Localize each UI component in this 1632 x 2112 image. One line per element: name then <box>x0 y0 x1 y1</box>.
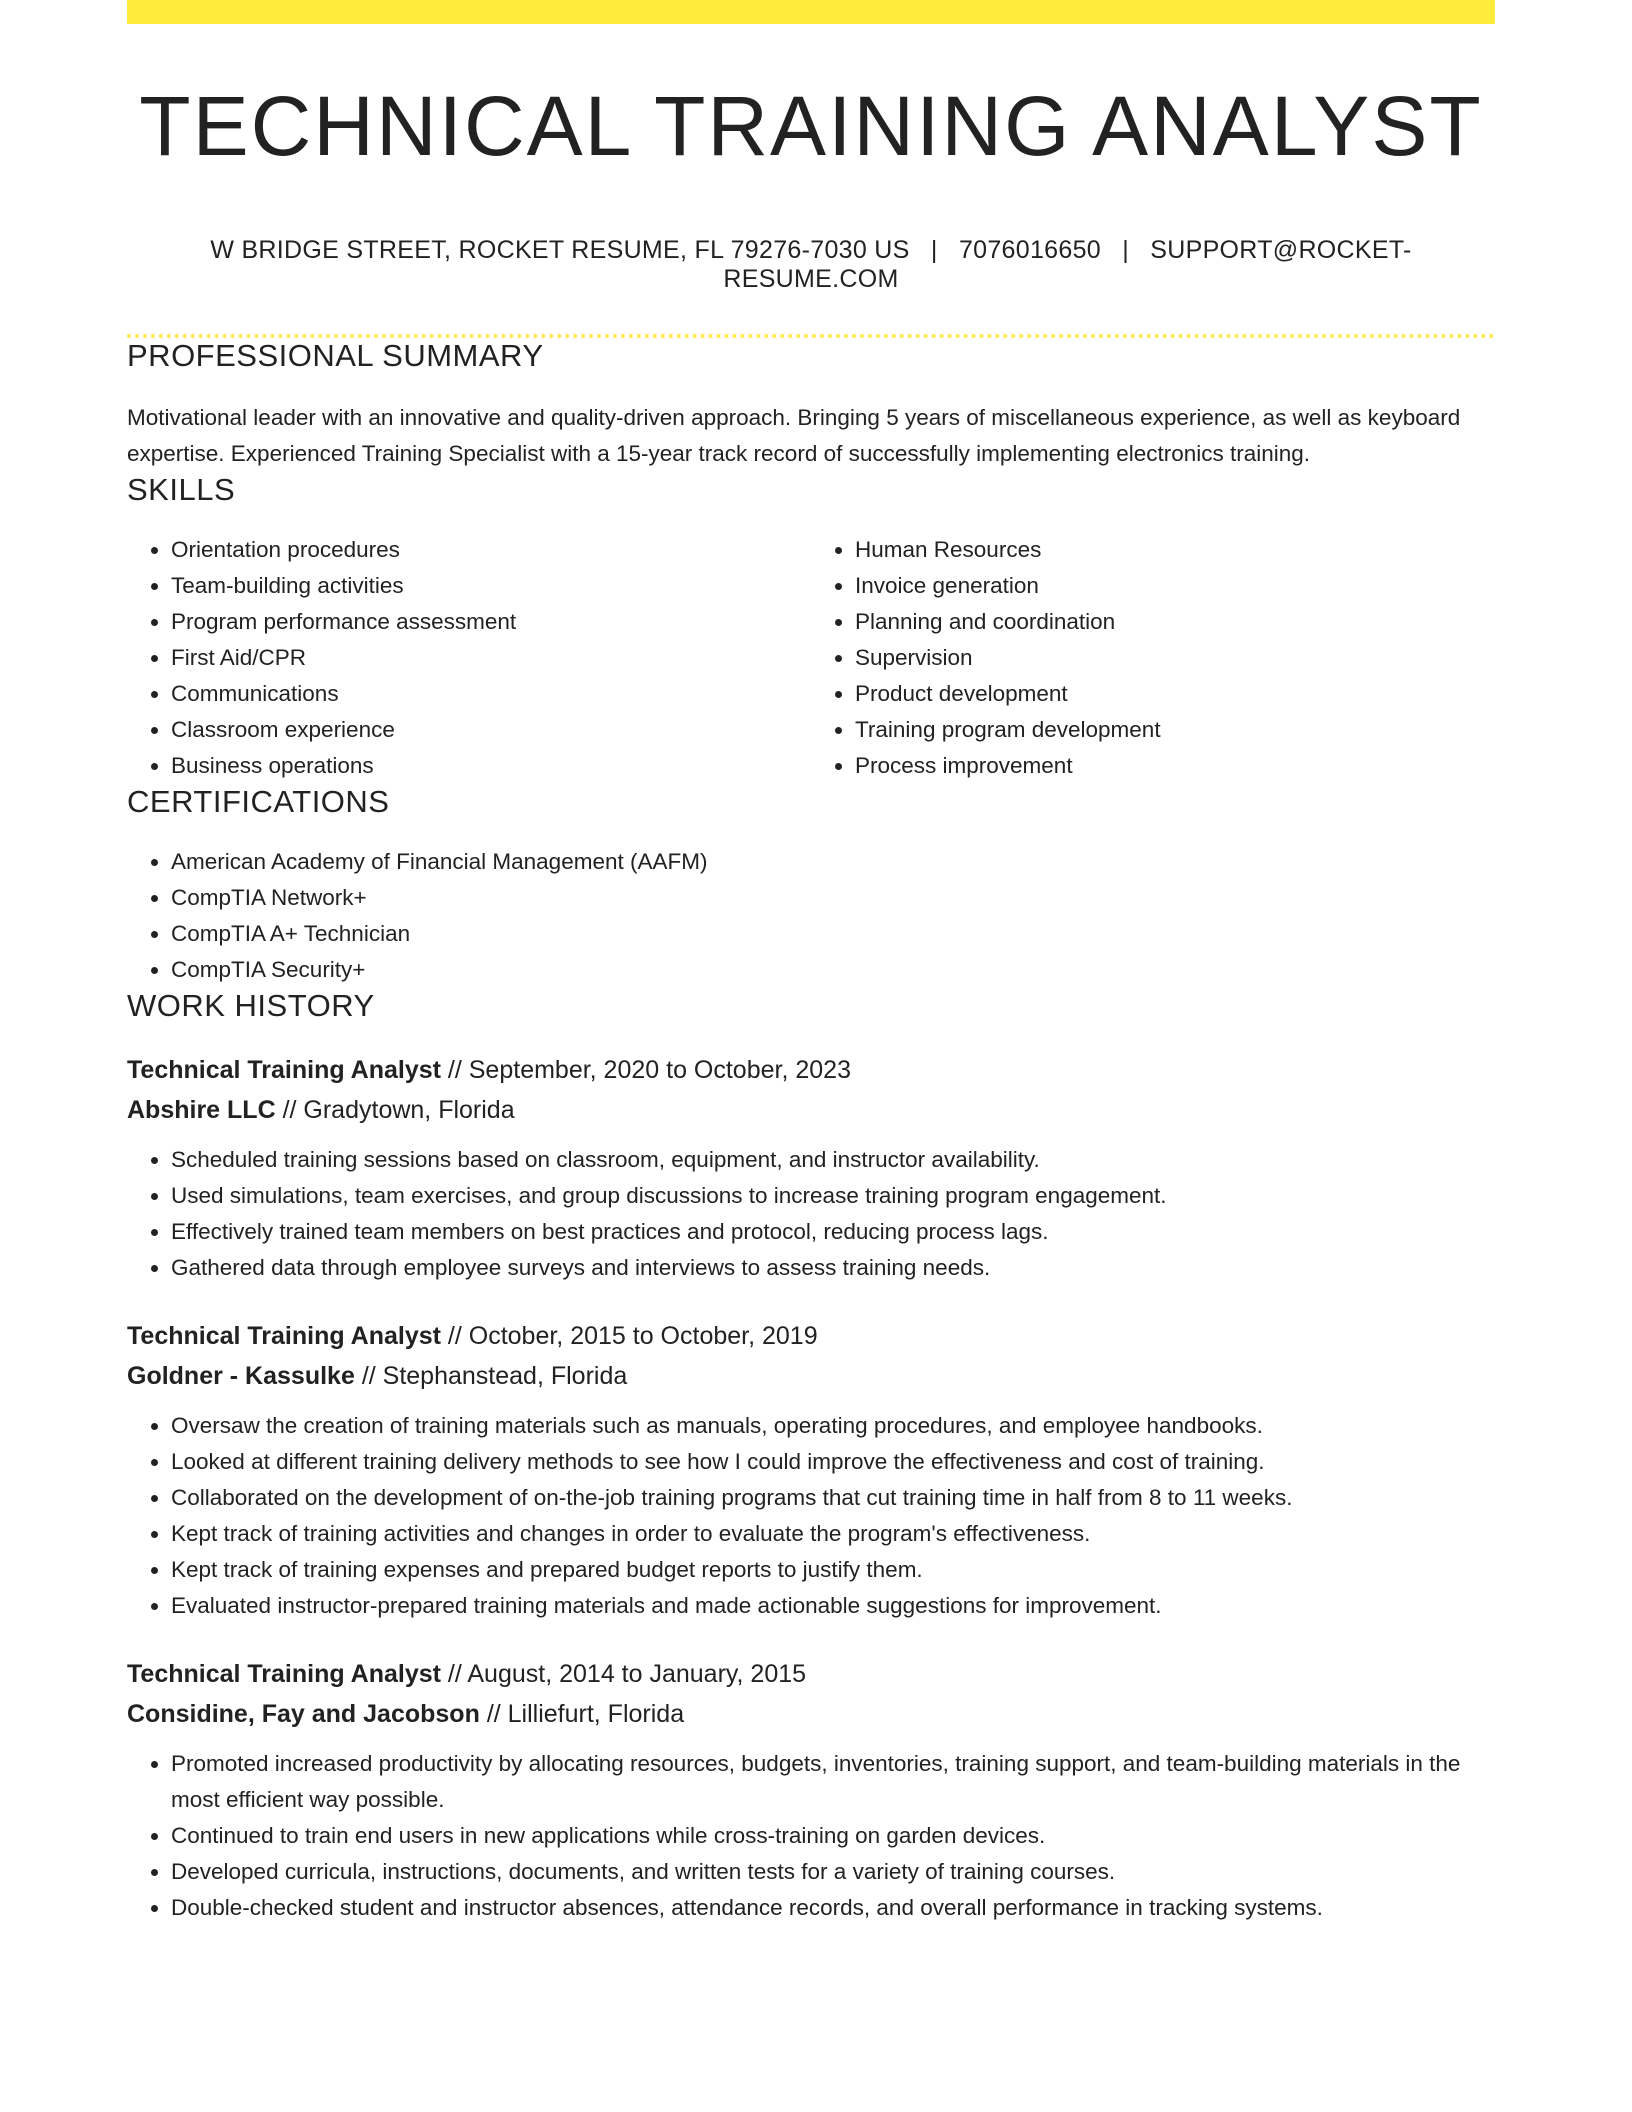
job-bullet: • Scheduled training sessions based on classroom, equipment, and instructor availability. <box>171 1142 1495 1178</box>
job-bullet: • Looked at different training delivery methods to see how I could improve the effectiveness and cost of training. <box>171 1444 1495 1480</box>
job-bullets <box>127 1408 1495 1624</box>
resume-title: TECHNICAL TRAINING ANALYST <box>139 79 1483 173</box>
contact-address: W BRIDGE STREET, ROCKET RESUME, FL 79276-7030 US <box>210 236 910 265</box>
job-location: // Gradytown, Florida <box>282 1096 515 1125</box>
job-company: Considine, Fay and Jacobson <box>127 1700 480 1729</box>
contact-phone: 7076016650 <box>958 236 1101 265</box>
job-title-line <box>127 1316 1495 1356</box>
certification-item: • CompTIA Security+ <box>171 952 1495 988</box>
skill-item: • Program performance assessment <box>171 604 811 640</box>
contact-separator: | <box>1122 236 1130 265</box>
resume-page <box>127 0 1495 1926</box>
job-title: Technical Training Analyst <box>127 1056 441 1085</box>
job-bullet: • Gathered data through employee surveys and interviews to assess training needs. <box>171 1250 1495 1286</box>
job-company-line <box>127 1090 1495 1130</box>
job-bullet: • Collaborated on the development of on-the-job training programs that cut training time in half from 8 to 11 weeks. <box>171 1480 1495 1516</box>
job-bullets <box>127 1142 1495 1286</box>
skill-item: • Process improvement <box>855 748 1495 784</box>
job-company-line <box>127 1356 1495 1396</box>
job-company: Goldner - Kassulke <box>127 1362 355 1391</box>
skills-list-right <box>811 532 1495 784</box>
certification-item: • American Academy of Financial Management (AAFM) <box>171 844 1495 880</box>
job-entry <box>127 1654 1495 1926</box>
job-title-line <box>127 1654 1495 1694</box>
skill-item: • Planning and coordination <box>855 604 1495 640</box>
job-bullet: • Developed curricula, instructions, documents, and written tests for a variety of training courses. <box>171 1854 1495 1890</box>
skill-item: • First Aid/CPR <box>171 640 811 676</box>
contact-line <box>127 236 1495 294</box>
skill-item: • Supervision <box>855 640 1495 676</box>
skill-item: • Product development <box>855 676 1495 712</box>
skill-item: • Business operations <box>171 748 811 784</box>
job-bullet: • Effectively trained team members on best practices and protocol, reducing process lags. <box>171 1214 1495 1250</box>
job-bullet: • Kept track of training activities and changes in order to evaluate the program's effectiveness. <box>171 1516 1495 1552</box>
job-dates: // October, 2015 to October, 2019 <box>447 1322 818 1351</box>
skill-item: • Orientation procedures <box>171 532 811 568</box>
job-bullet: • Used simulations, team exercises, and group discussions to increase training program engagement. <box>171 1178 1495 1214</box>
job-bullet: • Evaluated instructor-prepared training materials and made actionable suggestions for improvement. <box>171 1588 1495 1624</box>
job-dates: // August, 2014 to January, 2015 <box>447 1660 807 1689</box>
skills-list-left <box>127 532 811 784</box>
job-entry <box>127 1050 1495 1286</box>
skill-item: • Team-building activities <box>171 568 811 604</box>
job-title: Technical Training Analyst <box>127 1660 441 1689</box>
skill-item: • Invoice generation <box>855 568 1495 604</box>
job-company: Abshire LLC <box>127 1096 276 1125</box>
skill-item: • Classroom experience <box>171 712 811 748</box>
job-bullet: • Kept track of training expenses and prepared budget reports to justify them. <box>171 1552 1495 1588</box>
skill-item: • Training program development <box>855 712 1495 748</box>
certifications-list <box>127 844 1495 988</box>
job-company-line <box>127 1694 1495 1734</box>
job-bullet: • Double-checked student and instructor absences, attendance records, and overall performance in tracking systems. <box>171 1890 1495 1926</box>
job-location: // Lilliefurt, Florida <box>486 1700 685 1729</box>
job-entry <box>127 1316 1495 1624</box>
contact-email: SUPPORT@ROCKET-RESUME.COM <box>723 236 1412 294</box>
certifications-heading: CERTIFICATIONS <box>127 784 390 820</box>
job-location: // Stephanstead, Florida <box>361 1362 628 1391</box>
job-bullet: • Continued to train end users in new applications while cross-training on garden devices. <box>171 1818 1495 1854</box>
job-bullet: • Promoted increased productivity by allocating resources, budgets, inventories, training support, and team-building materials in the most efficient way possible. <box>171 1746 1495 1818</box>
job-title: Technical Training Analyst <box>127 1322 441 1351</box>
skills-columns <box>127 532 1495 784</box>
job-dates: // September, 2020 to October, 2023 <box>447 1056 851 1085</box>
certification-item: • CompTIA A+ Technician <box>171 916 1495 952</box>
summary-heading: PROFESSIONAL SUMMARY <box>127 338 544 374</box>
skill-item: • Human Resources <box>855 532 1495 568</box>
job-title-line <box>127 1050 1495 1090</box>
job-bullet: • Oversaw the creation of training materials such as manuals, operating procedures, and employee handbooks. <box>171 1408 1495 1444</box>
certification-item: • CompTIA Network+ <box>171 880 1495 916</box>
skills-heading: SKILLS <box>127 472 236 508</box>
skill-item: • Communications <box>171 676 811 712</box>
work-history-heading: WORK HISTORY <box>127 988 375 1024</box>
job-bullets <box>127 1746 1495 1926</box>
summary-text: Motivational leader with an innovative and quality-driven approach. Bringing 5 years of miscellaneous experience, as well as keyboard expertise. Experienced Training Specialist with a 15-year track record of successfully implementing electronics training. <box>127 405 1461 467</box>
accent-bar <box>127 0 1495 24</box>
contact-separator: | <box>930 236 938 265</box>
